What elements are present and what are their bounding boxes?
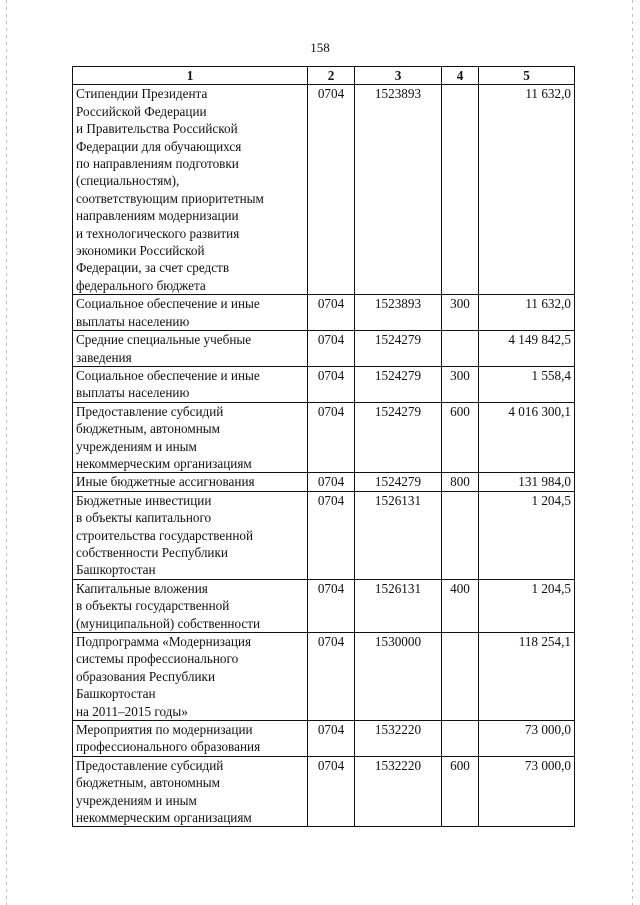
row-name: Капитальные вложения в объекты государственной (муниципальной) собственности (73, 579, 308, 632)
row-name: Подпрограмма «Модернизация системы профессионального образования Республики Башкортостан на 2011–2015 годы» (73, 633, 308, 721)
table-body (73, 85, 575, 827)
row-section-code: 0704 (308, 633, 355, 721)
table-row (73, 756, 575, 827)
row-article-code: 1530000 (355, 633, 442, 721)
row-expense-code: 300 (442, 366, 479, 402)
row-expense-code (442, 721, 479, 757)
row-amount: 4 016 300,1 (479, 402, 575, 473)
row-name: Иные бюджетные ассигнования (73, 473, 308, 491)
row-article-code: 1532220 (355, 721, 442, 757)
row-section-code: 0704 (308, 85, 355, 295)
row-amount: 131 984,0 (479, 473, 575, 491)
row-section-code: 0704 (308, 331, 355, 367)
page-number: 158 (310, 40, 330, 55)
row-expense-code: 600 (442, 402, 479, 473)
row-section-code: 0704 (308, 473, 355, 491)
row-expense-code (442, 331, 479, 367)
row-name: Предоставление субсидий бюджетным, автономным учреждениям и иным некоммерческим организациям (73, 756, 308, 827)
row-amount: 1 204,5 (479, 491, 575, 579)
row-name: Предоставление субсидий бюджетным, автономным учреждениям и иным некоммерческим организациям (73, 402, 308, 473)
row-amount: 1 204,5 (479, 579, 575, 632)
budget-table (72, 66, 575, 827)
table-row (73, 402, 575, 473)
row-section-code: 0704 (308, 295, 355, 331)
row-article-code: 1524279 (355, 331, 442, 367)
row-expense-code (442, 491, 479, 579)
row-section-code: 0704 (308, 402, 355, 473)
table-row (73, 721, 575, 757)
row-article-code: 1523893 (355, 85, 442, 295)
header-col-4: 4 (442, 67, 479, 85)
row-expense-code (442, 85, 479, 295)
table-row (73, 295, 575, 331)
row-name: Стипендии Президента Российской Федерации и Правительства Российской Федерации для обучающихся по направлениям подготовки (специальностям), соответствующим приоритетным направлениям модернизации и технологического развития экономики Российской Федерации, за счет средств федерального бюджета (73, 85, 308, 295)
row-article-code: 1524279 (355, 366, 442, 402)
table-header-row (73, 67, 575, 85)
row-article-code: 1532220 (355, 756, 442, 827)
row-section-code: 0704 (308, 491, 355, 579)
table-row (73, 473, 575, 491)
row-section-code: 0704 (308, 366, 355, 402)
scan-edge-right (632, 0, 633, 905)
row-name: Мероприятия по модернизации профессионального образования (73, 721, 308, 757)
row-section-code: 0704 (308, 721, 355, 757)
row-name: Социальное обеспечение и иные выплаты населению (73, 366, 308, 402)
row-amount: 118 254,1 (479, 633, 575, 721)
table-row (73, 491, 575, 579)
table-row (73, 366, 575, 402)
row-name: Социальное обеспечение и иные выплаты населению (73, 295, 308, 331)
row-article-code: 1523893 (355, 295, 442, 331)
row-expense-code: 800 (442, 473, 479, 491)
row-section-code: 0704 (308, 579, 355, 632)
row-name: Бюджетные инвестиции в объекты капитального строительства государственной собственности Республики Башкортостан (73, 491, 308, 579)
row-amount: 73 000,0 (479, 756, 575, 827)
row-article-code: 1526131 (355, 579, 442, 632)
table-row (73, 633, 575, 721)
row-expense-code: 600 (442, 756, 479, 827)
header-col-5: 5 (479, 67, 575, 85)
row-amount: 4 149 842,5 (479, 331, 575, 367)
row-expense-code: 400 (442, 579, 479, 632)
row-article-code: 1524279 (355, 402, 442, 473)
row-amount: 1 558,4 (479, 366, 575, 402)
row-article-code: 1524279 (355, 473, 442, 491)
row-name: Средние специальные учебные заведения (73, 331, 308, 367)
row-amount: 11 632,0 (479, 295, 575, 331)
row-expense-code: 300 (442, 295, 479, 331)
row-expense-code (442, 633, 479, 721)
header-col-1: 1 (73, 67, 308, 85)
table-row (73, 331, 575, 367)
table-row (73, 579, 575, 632)
scan-edge-left (6, 0, 7, 905)
row-article-code: 1526131 (355, 491, 442, 579)
header-col-2: 2 (308, 67, 355, 85)
row-amount: 73 000,0 (479, 721, 575, 757)
row-section-code: 0704 (308, 756, 355, 827)
header-col-3: 3 (355, 67, 442, 85)
table-row (73, 85, 575, 295)
row-amount: 11 632,0 (479, 85, 575, 295)
